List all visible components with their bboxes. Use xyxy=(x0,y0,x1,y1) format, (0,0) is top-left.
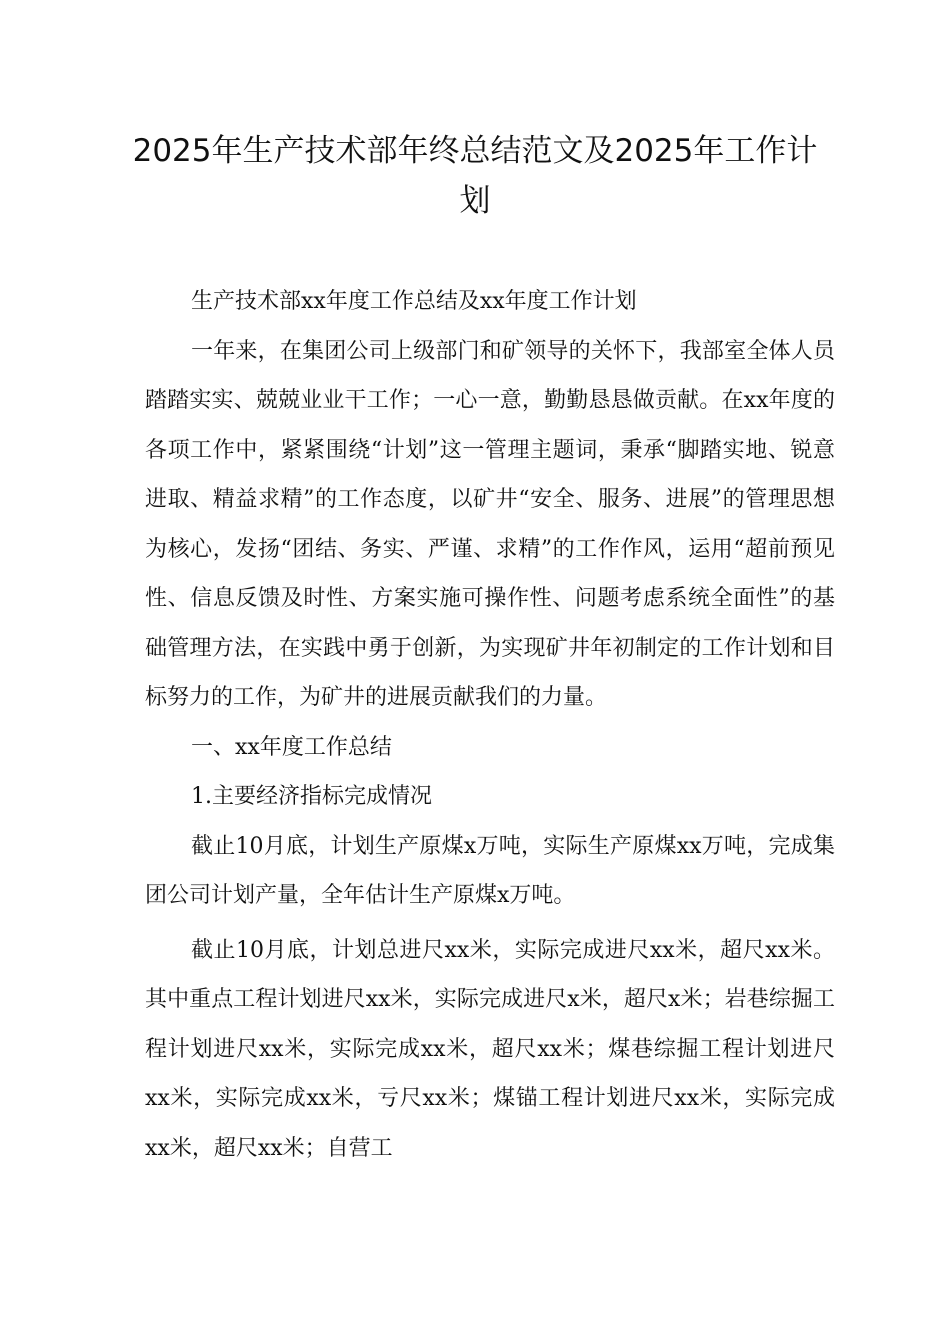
subtitle-paragraph: 生产技术部xx年度工作总结及xx年度工作计划 xyxy=(191,289,637,314)
footage-paragraph: 截止10月底，计划总进尺xx米，实际完成进尺xx米，超尺xx米。其中重点工程计划进尺xx米，实际完成进尺x米，超尺x米；岩巷综掘工程计划进尺xx米，实际完成xx米，超尺xx米；煤巷综掘工程计划进尺xx米，实际完成xx米，亏尺xx米；煤锚工程计划进尺xx米，实际完成xx米，超尺xx米；自营工 xyxy=(145,937,835,1161)
subsection-heading: 1.主要经济指标完成情况 xyxy=(191,784,432,809)
coal-output-paragraph: 截止10月底，计划生产原煤x万吨，实际生产原煤xx万吨，完成集团公司计划产量，全年估计生产原煤x万吨。 xyxy=(145,833,835,908)
document-body xyxy=(145,277,835,1173)
section-heading: 一、xx年度工作总结 xyxy=(191,734,392,760)
intro-paragraph: 一年来，在集团公司上级部门和矿领导的关怀下，我部室全体人员踏踏实实、兢兢业业干工作；一心一意，勤勤恳恳做贡献。在xx年度的各项工作中，紧紧围绕“计划”这一管理主题词，秉承“脚踏实地、锐意进取、精益求精”的工作态度，以矿井“安全、服务、进展”的管理思想为核心，发扬“团结、务实、严谨、求精”的工作作风，运用“超前预见性、信息反馈及时性、方案实施可操作性、问题考虑系统全面性”的基础管理方法，在实践中勇于创新，为实现矿井年初制定的工作计划和目标努力的工作，为矿井的进展贡献我们的力量。 xyxy=(145,338,835,710)
document-title: 2025年生产技术部年终总结范文及2025年工作计划 xyxy=(132,133,818,219)
